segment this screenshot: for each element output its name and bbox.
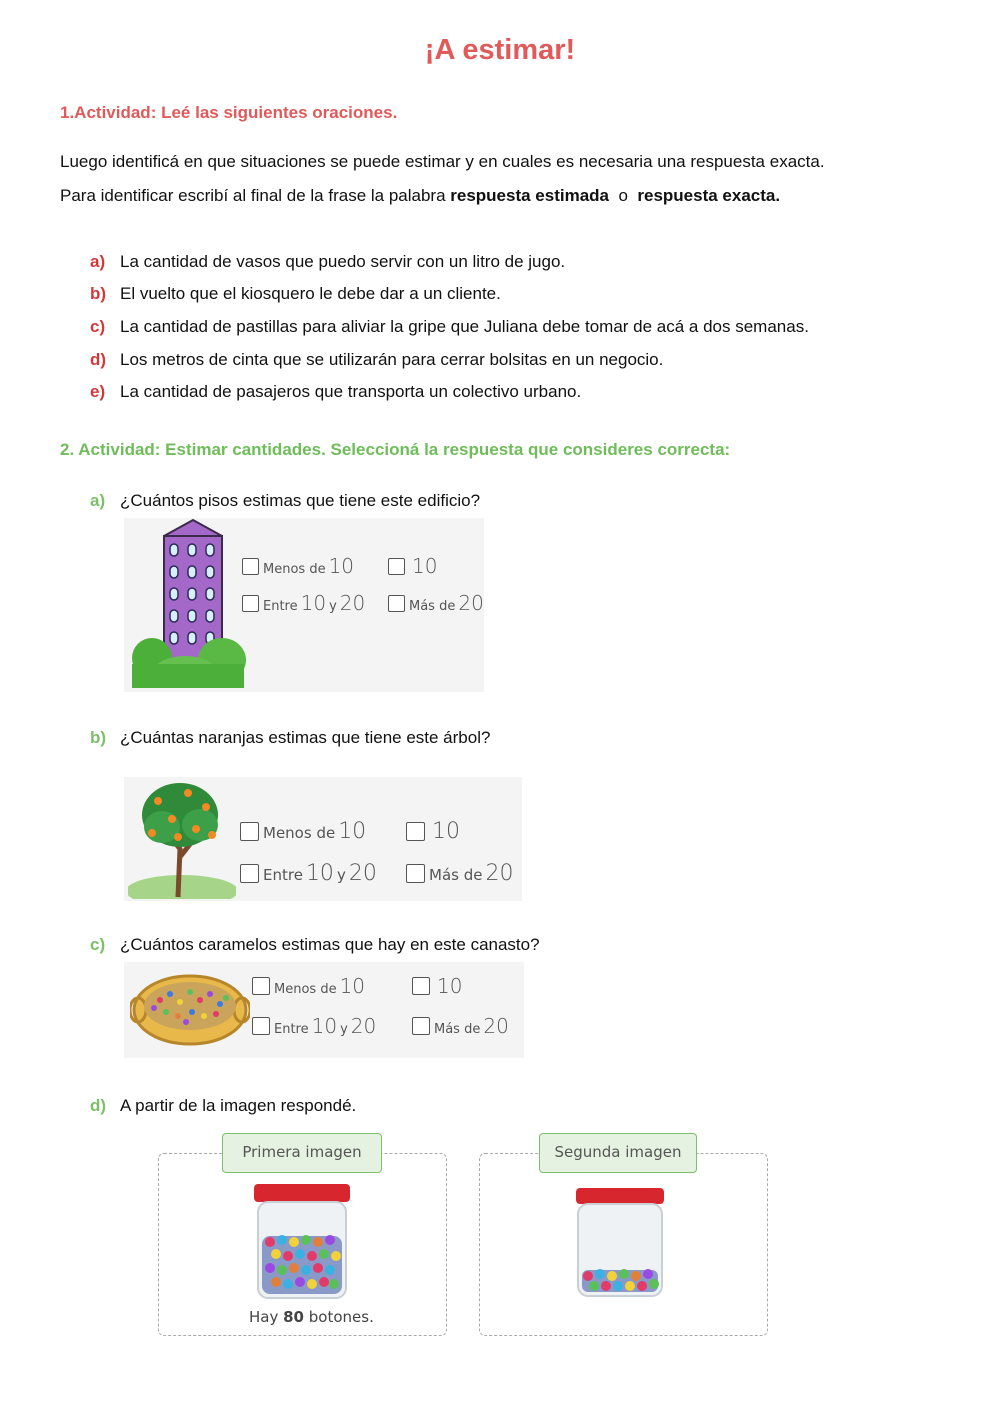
jar-with-buttons-full <box>248 1180 356 1302</box>
option-number: 10 <box>305 861 334 886</box>
question-c-panel <box>124 962 524 1058</box>
question-b <box>90 728 490 748</box>
checkbox[interactable] <box>406 822 425 841</box>
exact-answer-keyword: respuesta exacta. <box>637 186 781 205</box>
checkbox[interactable] <box>388 558 405 575</box>
option-number: 20 <box>458 591 484 615</box>
item-text: La cantidad de pasajeros que transporta un colectivo urbano. <box>120 382 582 401</box>
question-letter: b) <box>90 728 107 747</box>
option-label: Entre <box>263 599 298 614</box>
question-text: A partir de la imagen respondé. <box>120 1096 357 1115</box>
item-letter: b) <box>90 284 107 303</box>
option-label: y <box>336 866 346 884</box>
sentence-item-d <box>90 350 663 370</box>
jar-with-buttons-few <box>570 1184 670 1300</box>
checkbox[interactable] <box>388 595 405 612</box>
option-more-than-20[interactable] <box>388 591 487 615</box>
caption-text: Hay <box>249 1308 284 1326</box>
option-more-than-20[interactable] <box>406 861 516 886</box>
option-between-10-20[interactable] <box>252 1014 379 1038</box>
sentence-item-c <box>90 317 809 337</box>
option-label: Más de <box>429 866 483 884</box>
instruction-line-1: Luego identificá en que situaciones se puede estimar y en cuales es necesaria una respuesta exacta. <box>60 152 825 171</box>
checkbox[interactable] <box>240 864 259 883</box>
checkbox[interactable] <box>412 977 430 995</box>
item-text: La cantidad de pastillas para aliviar la gripe que Juliana debe tomar de acá a dos semanas. <box>120 317 809 336</box>
option-label: y <box>340 1022 348 1037</box>
instruction-or: o <box>609 186 638 205</box>
orange-tree-illustration <box>128 779 236 899</box>
option-label: Menos de <box>263 562 326 577</box>
option-less-than-10[interactable] <box>240 819 369 844</box>
option-number: 20 <box>350 1014 377 1038</box>
question-text: ¿Cuántas naranjas estimas que tiene este árbol? <box>120 728 491 747</box>
candy-basket-illustration <box>130 968 250 1052</box>
option-label: Más de <box>409 599 456 614</box>
option-less-than-10[interactable] <box>242 554 357 578</box>
activity-2-heading: 2. Actividad: Estimar cantidades. Seleccioná la respuesta que consideres correcta: <box>60 440 731 459</box>
instruction-line-2 <box>60 186 780 206</box>
option-10[interactable] <box>388 554 440 578</box>
sentence-item-e <box>90 382 581 402</box>
instruction-text: Para identificar escribí al final de la frase la palabra <box>60 186 451 205</box>
option-label: Entre <box>274 1022 309 1037</box>
item-text: El vuelto que el kiosquero le debe dar a un cliente. <box>120 284 501 303</box>
option-label: Más de <box>434 1022 481 1037</box>
item-text: Los metros de cinta que se utilizarán para cerrar bolsitas en un negocio. <box>120 350 664 369</box>
option-number: 10 <box>437 974 463 998</box>
first-image-label: Primera imagen <box>222 1133 382 1173</box>
checkbox[interactable] <box>252 1017 270 1035</box>
checkbox[interactable] <box>412 1017 430 1035</box>
option-label: Entre <box>263 866 303 884</box>
option-label: y <box>329 599 337 614</box>
estimated-answer-keyword: respuesta estimada <box>450 186 610 205</box>
checkbox[interactable] <box>242 558 259 575</box>
option-number: 20 <box>339 591 366 615</box>
checkbox[interactable] <box>242 595 259 612</box>
question-text: ¿Cuántos caramelos estimas que hay en este canasto? <box>120 935 540 954</box>
sentence-item-b <box>90 284 501 304</box>
option-number: 20 <box>485 861 514 886</box>
activity-1-heading: 1.Actividad: Leé las siguientes oraciones. <box>60 103 398 122</box>
question-c <box>90 935 540 955</box>
caption-text: botones. <box>304 1308 374 1326</box>
option-number: 10 <box>339 974 366 998</box>
second-image-label: Segunda imagen <box>539 1133 697 1173</box>
option-between-10-20[interactable] <box>240 861 380 886</box>
sentence-item-a <box>90 252 565 272</box>
page-title: ¡A estimar! <box>424 34 576 66</box>
option-label: Menos de <box>263 824 336 842</box>
item-text: La cantidad de vasos que puedo servir con un litro de jugo. <box>120 252 566 271</box>
option-number: 10 <box>412 554 438 578</box>
item-letter: e) <box>90 382 106 401</box>
question-letter: a) <box>90 491 106 510</box>
option-less-than-10[interactable] <box>252 974 368 998</box>
option-between-10-20[interactable] <box>242 591 368 615</box>
question-b-panel <box>124 777 522 901</box>
checkbox[interactable] <box>252 977 270 995</box>
option-number: 10 <box>311 1014 338 1038</box>
option-10[interactable] <box>406 819 463 844</box>
item-letter: c) <box>90 317 106 336</box>
option-number: 20 <box>348 861 377 886</box>
option-number: 10 <box>300 591 327 615</box>
option-label: Menos de <box>274 982 337 997</box>
item-letter: d) <box>90 350 107 369</box>
caption-number: 80 <box>283 1308 304 1326</box>
checkbox[interactable] <box>406 864 425 883</box>
option-number: 10 <box>338 819 367 844</box>
item-letter: a) <box>90 252 106 271</box>
option-number: 10 <box>432 819 460 844</box>
option-10[interactable] <box>412 974 465 998</box>
jar-caption <box>249 1308 374 1326</box>
question-d <box>90 1096 356 1116</box>
building-illustration <box>130 518 246 688</box>
option-more-than-20[interactable] <box>412 1014 512 1038</box>
option-number: 10 <box>328 554 355 578</box>
checkbox[interactable] <box>240 822 259 841</box>
option-number: 20 <box>483 1014 509 1038</box>
question-text: ¿Cuántos pisos estimas que tiene este edificio? <box>120 491 481 510</box>
question-letter: c) <box>90 935 106 954</box>
question-a-panel <box>124 518 484 692</box>
question-letter: d) <box>90 1096 107 1115</box>
question-a <box>90 491 480 511</box>
